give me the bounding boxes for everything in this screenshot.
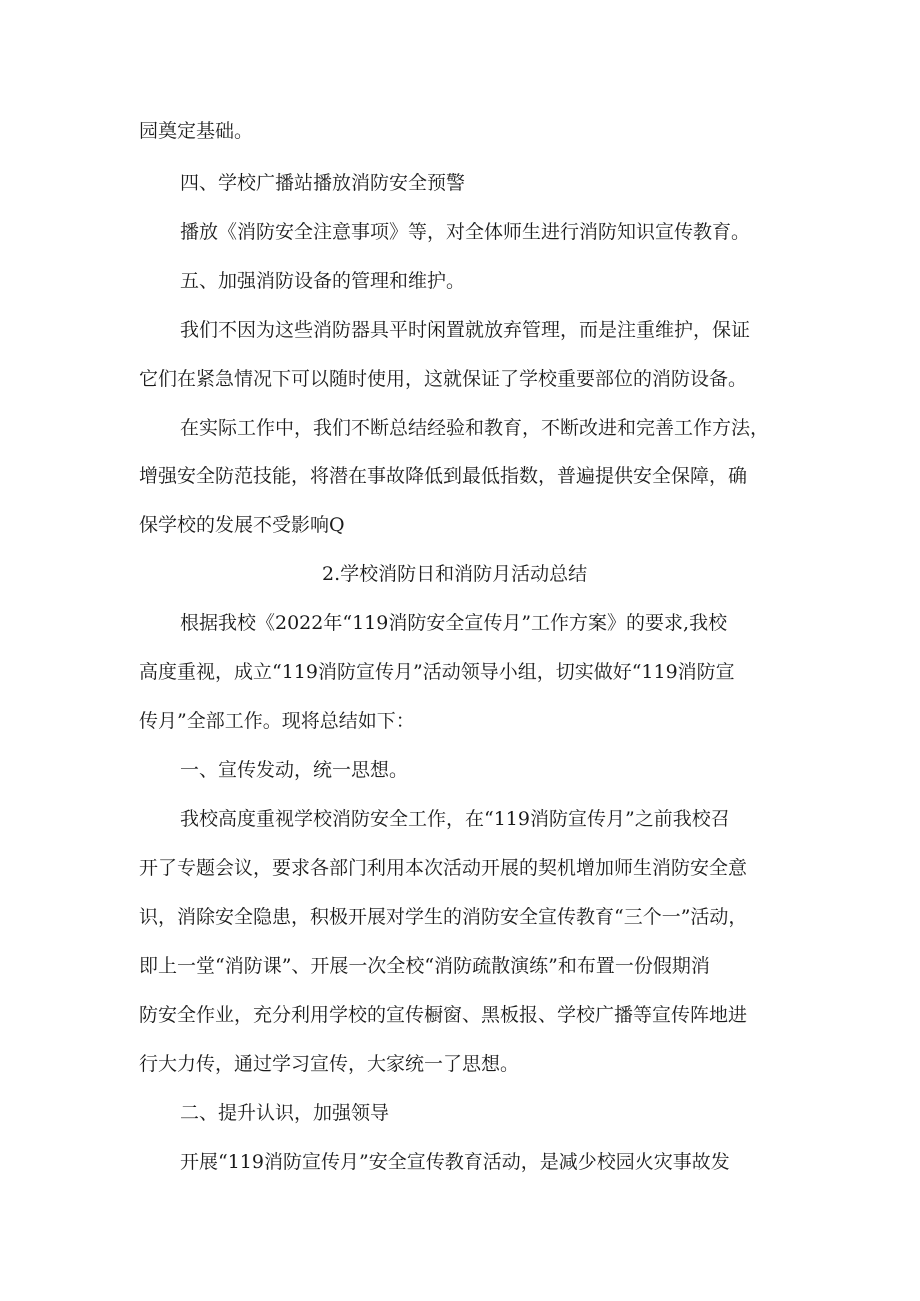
text-line: 传月”全部工作。现将总结如下： xyxy=(139,710,415,732)
text-line: 开了专题会议，要求各部门利用本次活动开展的契机增加师生消防安全意 xyxy=(139,857,748,879)
text-line: 保学校的发展不受影响Q xyxy=(139,514,345,536)
text-line: 播放《消防安全注意事项》等，对全体师生进行消防知识宣传教育。 xyxy=(180,221,751,243)
section-heading: 四、学校广播站播放消防安全预警 xyxy=(180,172,466,194)
text-line: 它们在紧急情况下可以随时使用，这就保证了学校重要部位的消防设备。 xyxy=(139,368,748,390)
text-line: 开展“119消防宣传月”安全宣传教育活动，是减少校园火灾事故发 xyxy=(180,1151,730,1173)
text-line: 园奠定基础。 xyxy=(139,120,254,142)
text-line: 即上一堂“消防课”、开展一次全校“消防疏散演练”和布置一份假期消 xyxy=(139,955,710,977)
text-line: 防安全作业，充分利用学校的宣传橱窗、黑板报、学校广播等宣传阵地进 xyxy=(139,1004,748,1026)
document-title: 2.学校消防日和消防月活动总结 xyxy=(322,563,588,585)
section-heading: 一、宣传发动，统一思想。 xyxy=(180,759,409,781)
text-line: 根据我校《2022年“119消防安全宣传月”工作方案》的要求,我校 xyxy=(180,612,728,634)
section-heading: 五、加强消防设备的管理和维护。 xyxy=(180,270,466,292)
text-line: 我校高度重视学校消防安全工作，在“119消防宣传月”之前我校召 xyxy=(180,808,730,830)
text-line: 增强安全防范技能，将潜在事故降低到最低指数，普遍提供安全保障，确 xyxy=(139,465,748,487)
text-line: 高度重视，成立“119消防宣传月”活动领导小组，切实做好“119消防宣 xyxy=(139,661,735,683)
text-line: 识，消除安全隐患，积极开展对学生的消防安全宣传教育“三个一”活动， xyxy=(139,906,748,928)
text-line: 行大力传，通过学习宣传，大家统一了思想。 xyxy=(139,1053,520,1075)
text-line: 我们不因为这些消防器具平时闲置就放弃管理，而是注重维护，保证 xyxy=(180,319,751,341)
section-heading: 二、提升认识，加强领导 xyxy=(180,1102,390,1124)
text-line: 在实际工作中，我们不断总结经验和教育，不断改进和完善工作方法， xyxy=(180,417,770,439)
